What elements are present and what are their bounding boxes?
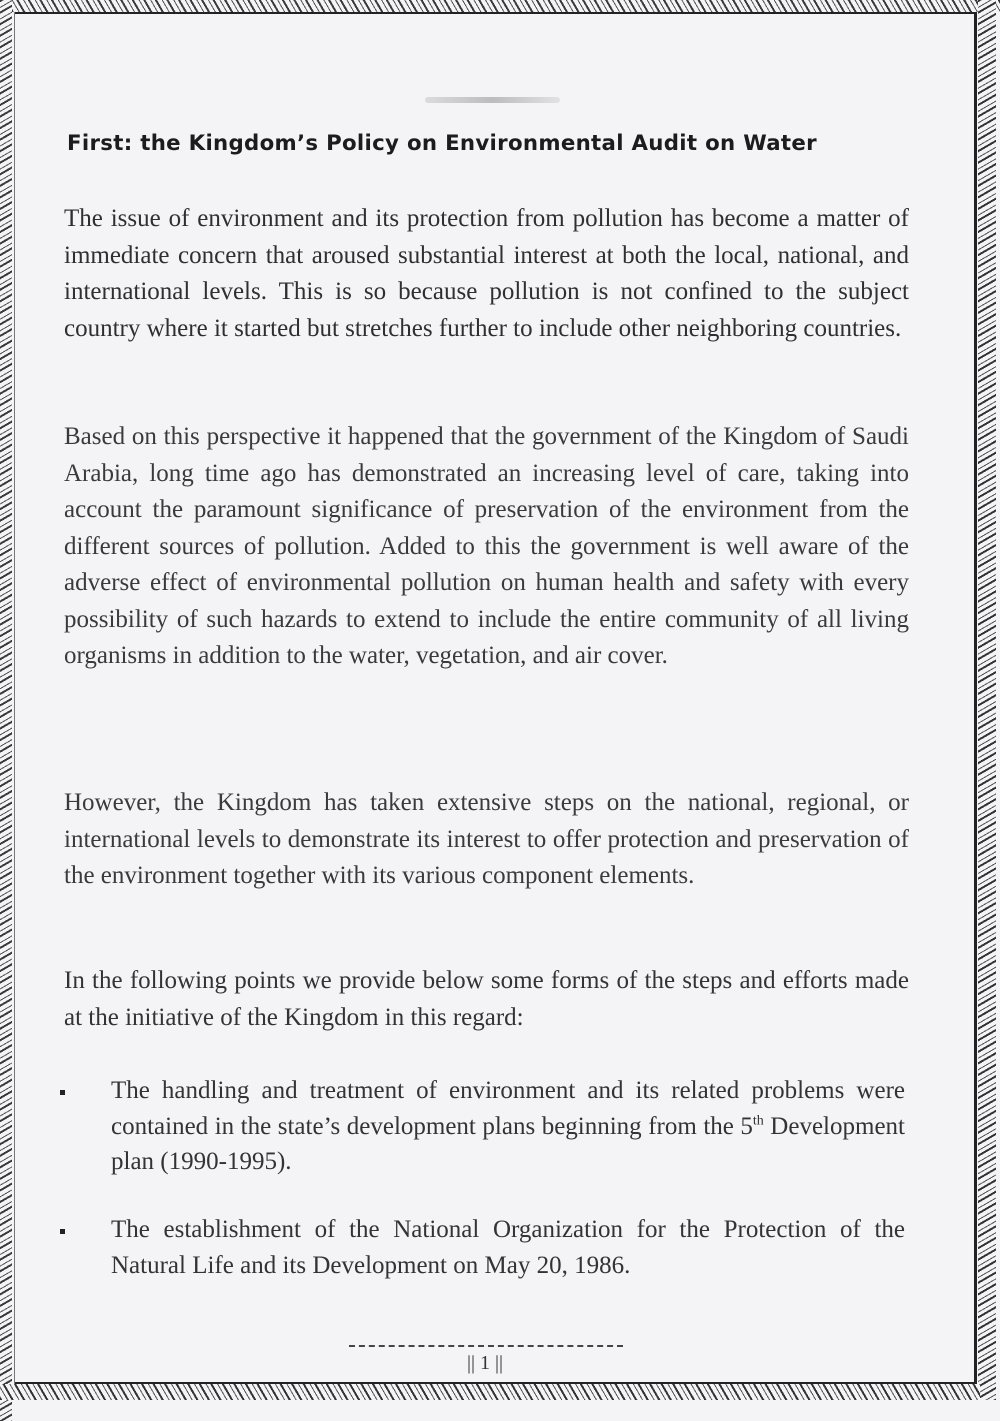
paragraph-kingdom-steps: However, the Kingdom has taken extensive steps on the national, regional, or international levels to demonstrate its interest to offer protection and preservation of the environment together with its various component elements. (64, 789, 909, 889)
scan-smudge (425, 97, 560, 103)
frame-line-left (14, 12, 15, 1384)
list-item-text (111, 1073, 905, 1180)
bullet-icon (60, 1090, 65, 1095)
chain-border-top (0, 0, 1000, 12)
paragraph-government-care: Based on this perspective it happened that the government of the Kingdom of Saudi Arabia, long time ago has demonstrated an increasing level of care, taking into account the paramount significance of preservation of the environment from the different sources of pollution. Added to this the government is well aware of the adverse effect of environmental pollution on human health and safety with every possibility of such hazards to extend to include the entire community of all living organisms in addition to the water, vegetation, and air cover. (64, 423, 909, 669)
page-number: || 1 || (466, 1352, 503, 1374)
list-item-text-part: Development plan (1990-1995). (111, 1112, 905, 1175)
paragraph-environment-issue: The issue of environment and its protection from pollution has become a matter of immediate concern that aroused substantial interest at both the local, national, and international levels. This is so because pollution is not confined to the subject country where it started but stretches further to include other neighboring countries. (64, 205, 909, 342)
footer-divider (349, 1345, 623, 1347)
chain-border-right (978, 0, 996, 1400)
chain-border-left (0, 0, 12, 1421)
list-item-text: The establishment of the National Organization for the Protection of the Natural Life and its Development on May 20, 1986. (111, 1216, 905, 1279)
frame-line-right (974, 12, 977, 1384)
paragraph-following-points: In the following points we provide below some forms of the steps and efforts made at the initiative of the Kingdom in this regard: (64, 967, 909, 1031)
list-item-text-part: The handling and treatment of environment and its related problems were contained in the state’s development plans beginning from the 5 (111, 1077, 905, 1140)
frame-line-bottom (14, 1382, 976, 1384)
chain-border-bottom (0, 1384, 980, 1400)
bullet-icon (60, 1229, 65, 1234)
ordinal-suffix: th (752, 1113, 764, 1129)
frame-line-top (14, 12, 976, 14)
section-heading: First: the Kingdom’s Policy on Environmental Audit on Water (67, 131, 817, 156)
